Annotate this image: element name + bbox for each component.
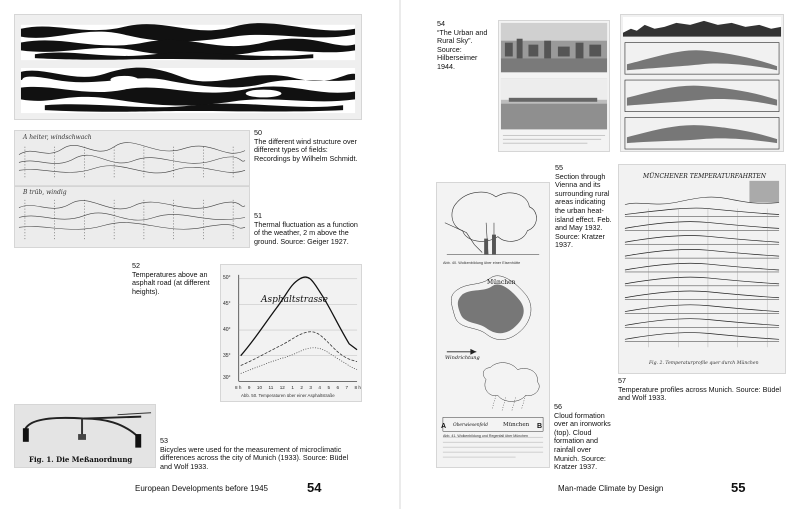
caption-50 xyxy=(254,129,358,163)
caption-55 xyxy=(555,164,613,250)
figure-51-thermal-fluctuation xyxy=(14,130,250,248)
figure-52-xtick: 7 xyxy=(345,385,349,390)
caption-54-number: 54 xyxy=(437,19,445,28)
figure-52-xtick: 8 h xyxy=(354,385,361,390)
caption-57 xyxy=(618,377,786,403)
caption-56 xyxy=(554,403,614,472)
figure-54-urban-rural-photos xyxy=(498,20,610,152)
caption-53 xyxy=(160,437,360,471)
figure-56-wind-label: Windrichtung xyxy=(445,355,480,361)
caption-52-text: Temperatures above an asphalt road (at different heights). xyxy=(132,269,210,296)
figure-50-wind-structure xyxy=(14,14,362,120)
figure-52-xtick: 12 xyxy=(279,385,285,390)
figure-52-xtick: 1 xyxy=(291,385,294,390)
figure-52-xtick: 3 xyxy=(309,385,312,390)
figure-52-xtick: 2 xyxy=(300,385,303,390)
figure-57-caption: Fig. 2. Temperaturprofile quer durch München xyxy=(649,361,759,366)
caption-56-text: Cloud formation over an ironworks (top). Cloud formation and rainfall over Munich. Source: Kratzer 1937. xyxy=(554,410,611,472)
caption-55-number: 55 xyxy=(555,163,563,172)
caption-51-number: 51 xyxy=(254,211,262,220)
book-gutter xyxy=(399,0,401,509)
figure-56-letter-a: A xyxy=(441,423,447,430)
figure-52-title: Asphaltstrasse xyxy=(261,295,329,305)
figure-56-city-label: München xyxy=(487,279,516,286)
figure-51-label-a: A heiter, windschwach xyxy=(23,134,92,141)
figure-56-letter-b: B xyxy=(537,423,543,430)
figure-52-source-line: Abb. 50. Temperaturen über einer Asphaltstraße xyxy=(241,393,335,398)
caption-50-text: The different wind structure over different types of fields: Recordings by Wilhelm Schmidt. xyxy=(254,136,358,163)
figure-53-bicycle-device xyxy=(14,404,156,468)
figure-52-ytick-45: 45° xyxy=(223,301,231,307)
figure-56-bottom-city: München xyxy=(503,422,530,428)
figure-56-bottom-caption: Abb. 41. Wolkenbildung und Regenfall über München xyxy=(443,434,529,438)
figure-56-top-caption: Abb. 40. Wolkenbildung über einer Eisenhütte xyxy=(443,261,521,265)
caption-52-number: 52 xyxy=(132,261,140,270)
figure-56-cloud-formation xyxy=(436,182,550,468)
figure-52-ytick-30: 30° xyxy=(223,375,231,381)
right-footer-title: Man-made Climate by Design xyxy=(558,484,664,493)
figure-52-ytick-35: 35° xyxy=(223,353,231,359)
figure-52-ytick-40: 40° xyxy=(223,327,231,333)
figure-52-xtick: 6 xyxy=(336,385,340,390)
left-page-number: 54 xyxy=(307,480,322,495)
caption-54 xyxy=(437,20,495,72)
figure-52-asphalt-chart xyxy=(220,264,362,402)
caption-51 xyxy=(254,212,358,246)
figure-52-ytick-50: 50° xyxy=(223,275,231,281)
caption-50-number: 50 xyxy=(254,128,262,137)
caption-53-number: 53 xyxy=(160,436,168,445)
caption-55-text: Section through Vienna and its surrounding rural areas indicating the urban heat-island effect. Feb. and May 1932. Source: Kratzer 1937. xyxy=(555,171,612,250)
figure-52-xtick: 5 xyxy=(327,385,331,390)
figure-53-label: Fig. 1. Die Meßanordnung xyxy=(29,455,133,464)
right-page-number: 55 xyxy=(731,480,746,495)
left-footer-title: European Developments before 1945 xyxy=(135,484,268,493)
figure-57-title: MÜNCHENER TEMPERATURFAHRTEN xyxy=(643,173,766,180)
caption-53-text: Bicycles were used for the measurement of microclimatic differences across the city of Munich (1933). Source: Büdel and Wolf 1933. xyxy=(160,444,349,471)
figure-52-xtick: 8 h xyxy=(235,385,242,390)
figure-52-xtick: 4 xyxy=(318,385,321,390)
figure-52-xtick: 9 xyxy=(247,385,251,390)
figure-52-xtick: 10 xyxy=(256,385,263,390)
caption-52 xyxy=(132,262,216,296)
caption-57-text: Temperature profiles across Munich. Source: Büdel and Wolf 1933. xyxy=(618,384,781,403)
figure-52-x-axis xyxy=(235,385,361,390)
figure-51-label-b: B trüb, windig xyxy=(23,189,67,196)
figure-52-xtick: 11 xyxy=(268,385,274,390)
figure-57-munich-temperature-profiles xyxy=(618,164,786,374)
caption-51-text: Thermal fluctuation as a function of the weather, 2 m above the ground. Source: Geiger 1927. xyxy=(254,219,358,246)
caption-57-number: 57 xyxy=(618,376,626,385)
caption-54-text: “The Urban and Rural Sky”. Source: Hilberseimer 1944. xyxy=(437,27,488,71)
figure-56-oberwiesenfeld: Oberwiesenfeld xyxy=(453,423,488,428)
figure-55-vienna-section xyxy=(620,14,784,152)
caption-56-number: 56 xyxy=(554,402,562,411)
